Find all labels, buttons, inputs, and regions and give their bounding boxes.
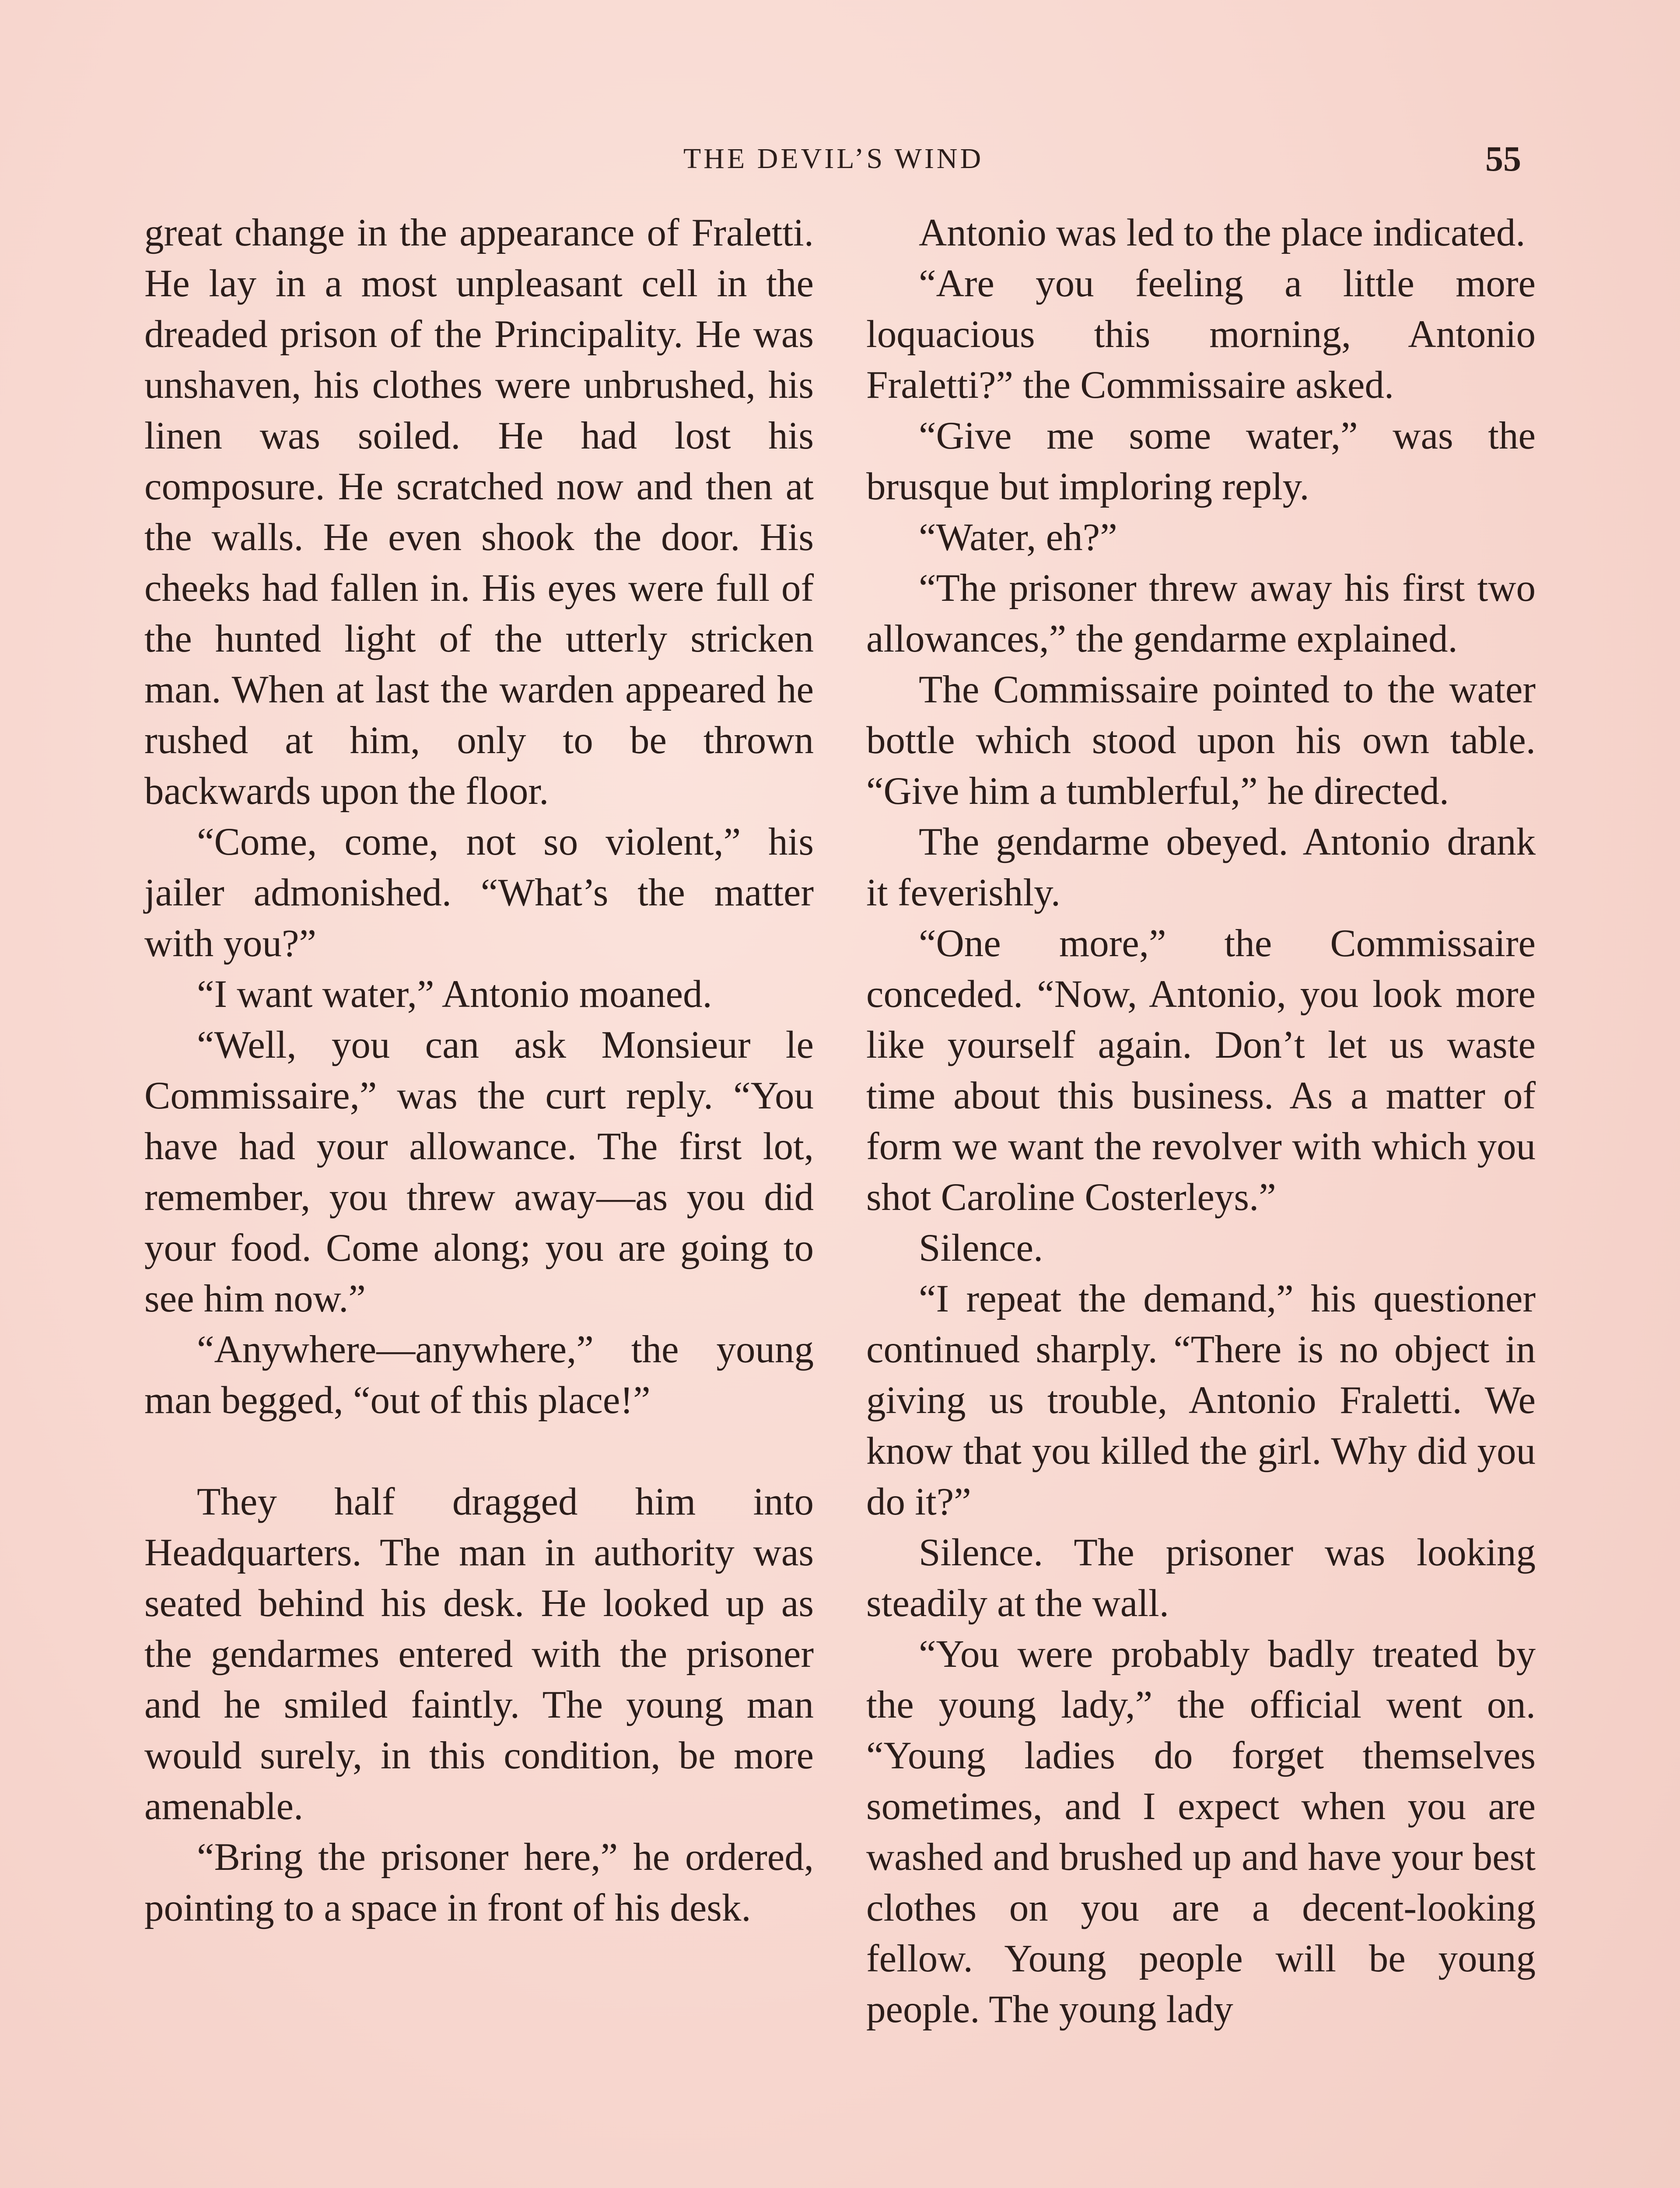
paragraph: “Well, you can ask Monsieur le Commissaire,” was the curt reply. “You have had your allowance. The first lot, remember, you threw away—as you did your food. Come along; you are going to see him now.”: [144, 1024, 814, 1320]
paragraph: “Are you feeling a little more loquacious this morning, Antonio Fraletti?” the Commissaire asked.: [866, 262, 1536, 407]
paragraph: Antonio was led to the place indicated.: [919, 211, 1526, 254]
paragraph: “I repeat the demand,” his questioner continued sharply. “There is no object in giving us trouble, Antonio Fraletti. We know that you killed the girl. Why did you do it?”: [866, 1277, 1536, 1523]
paragraph: “Bring the prisoner here,” he ordered, pointing to a space in front of his desk.: [144, 1836, 814, 1929]
paragraph: Silence. The prisoner was looking steadily at the wall.: [866, 1531, 1536, 1625]
paragraph: “You were probably badly treated by the young lady,” the official went on. “Young ladies do forget themselves sometimes, and I expect when you are washed and brushed up and have your best clothes on you are a decent-looking fellow. Young people will be young people. The young lady: [866, 1633, 1536, 2031]
paragraph: The Commissaire pointed to the water bottle which stood upon his own table. “Give him a tumblerful,” he directed.: [866, 668, 1536, 813]
paragraph: “I want water,” Antonio moaned.: [197, 973, 712, 1016]
running-title: THE DEVIL’S WIND: [683, 143, 984, 175]
page-number: 55: [1485, 139, 1521, 179]
left-column: [144, 207, 814, 1933]
right-column: [866, 207, 1536, 2035]
paragraph: “The prisoner threw away his first two allowances,” the gendarme explained.: [866, 567, 1536, 660]
paragraph: great change in the appearance of Fraletti. He lay in a most unpleasant cell in the dreaded prison of the Principality. He was unshaven, his clothes were unbrushed, his linen was soiled. He had lost his composure. He scratched now and then at the walls. He even shook the door. His cheeks had fallen in. His eyes were full of the hunted light of the utterly stricken man. When at last the warden appeared he rushed at him, only to be thrown backwards upon the floor.: [144, 211, 814, 813]
paragraph: “Water, eh?”: [919, 516, 1117, 559]
paragraph: “Give me some water,” was the brusque but imploring reply.: [866, 414, 1536, 508]
paragraph: Silence.: [919, 1227, 1043, 1269]
paragraph: “Come, come, not so violent,” his jailer admonished. “What’s the matter with you?”: [144, 820, 814, 965]
paragraph: “Anywhere—anywhere,” the young man begged, “out of this place!”: [144, 1328, 814, 1422]
page-header: [0, 139, 1680, 179]
paragraph: “One more,” the Commissaire conceded. “Now, Antonio, you look more like yourself again. Don’t let us waste time about this business. As a matter of form we want the revolver with which you shot Caroline Costerleys.”: [866, 922, 1536, 1219]
paragraph: They half dragged him into Headquarters. The man in authority was seated behind his desk. He looked up as the gendarmes entered with the prisoner and he smiled faintly. The young man would surely, in this condition, be more amenable.: [144, 1480, 814, 1828]
paragraph: The gendarme obeyed. Antonio drank it feverishly.: [866, 820, 1536, 914]
